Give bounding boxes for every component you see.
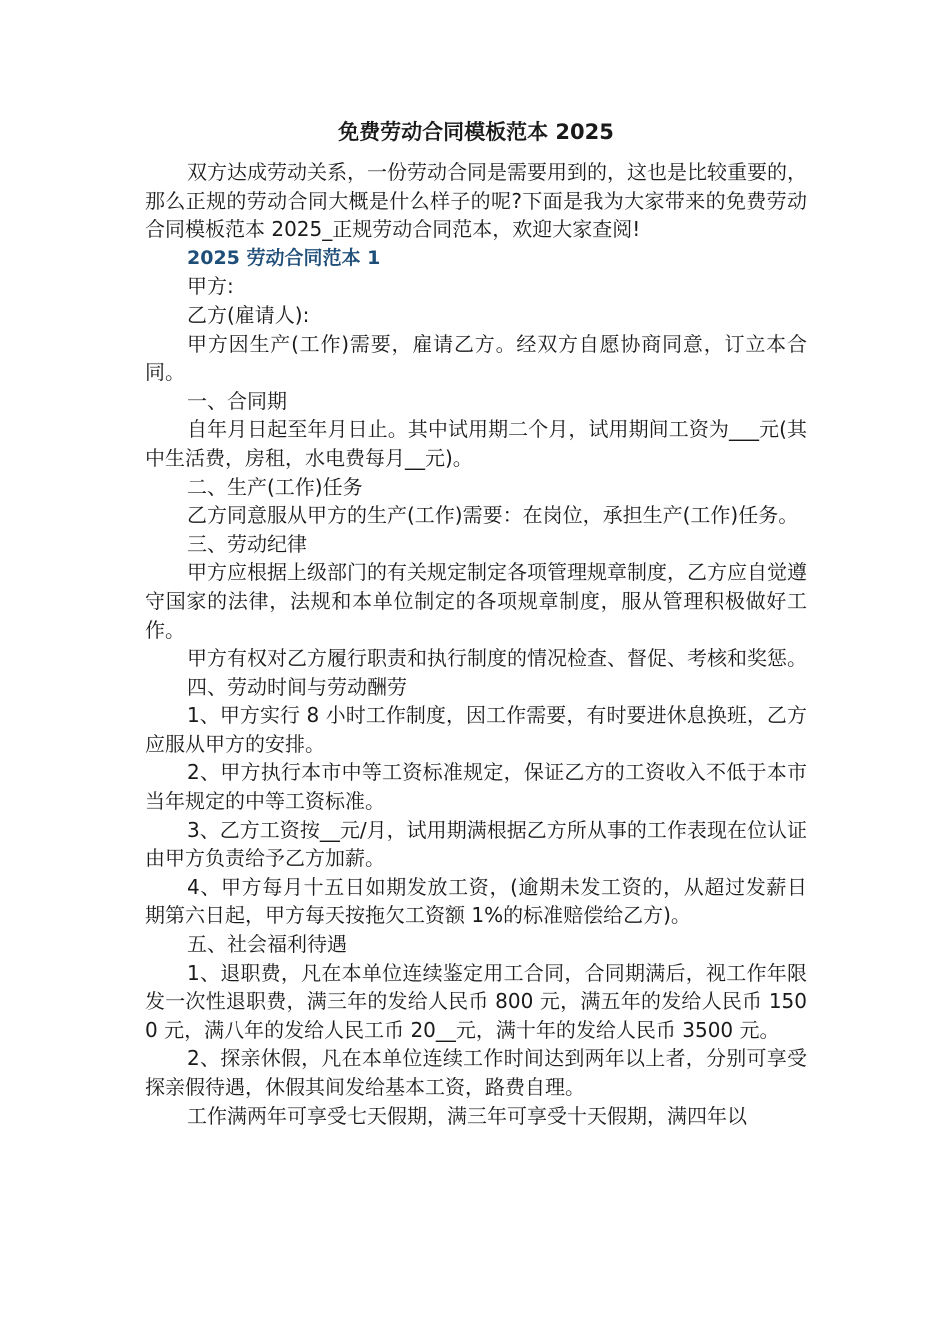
- clause-heading-hours-pay: 四、劳动时间与劳动酬劳: [187, 674, 407, 699]
- clause-heading-term: 一、合同期: [187, 388, 287, 413]
- welfare-item-1: 1、退职费，凡在本单位连续鉴定用工合同，合同期满后，视工作年限发一次性退职费，满三年的发给人民币 800 元，满五年的发给人民币 1500 元，满八年的发给人民工币 20__元，满十年的发给人民币 3500 元。: [145, 960, 807, 1042]
- hours-pay-item-4: 4、甲方每月十五日如期发放工资，(逾期未发工资的，从超过发薪日期第六日起，甲方每天按拖欠工资额 1%的标准赔偿给乙方)。: [145, 874, 807, 928]
- discipline-paragraph-1: 甲方应根据上级部门的有关规定制定各项管理规章制度，乙方应自觉遵守国家的法律，法规和本单位制定的各项规章制度，服从管理积极做好工作。: [145, 560, 807, 642]
- welfare-item-continued: 工作满两年可享受七天假期，满三年可享受十天假期，满四年以: [187, 1103, 747, 1128]
- intro-paragraph: 双方达成劳动关系，一份劳动合同是需要用到的，这也是比较重要的，那么正规的劳动合同大概是什么样子的呢?下面是我为大家带来的免费劳动合同模板范本 2025_正规劳动合同范本，欢迎大家查阅!: [145, 160, 807, 242]
- clause-heading-welfare: 五、社会福利待遇: [187, 932, 347, 957]
- section-heading: 2025 劳动合同范本 1: [187, 246, 381, 269]
- document-title: 免费劳动合同模板范本 2025: [338, 120, 614, 144]
- clause-heading-tasks: 二、生产(工作)任务: [187, 474, 363, 499]
- contract-purpose-paragraph: 甲方因生产(工作)需要，雇请乙方。经双方自愿协商同意，订立本合同。: [145, 331, 807, 385]
- clause-heading-discipline: 三、劳动纪律: [187, 531, 307, 556]
- tasks-paragraph: 乙方同意服从甲方的生产(工作)需要：在岗位，承担生产(工作)任务。: [187, 503, 799, 528]
- hours-pay-item-3: 3、乙方工资按__元/月，试用期满根据乙方所从事的工作表现在位认证由甲方负责给予乙方加薪。: [145, 817, 807, 871]
- welfare-item-2: 2、探亲休假，凡在本单位连续工作时间达到两年以上者，分别可享受探亲假待遇，休假其间发给基本工资，路费自理。: [145, 1046, 807, 1099]
- document-page: [145, 112, 807, 1130]
- party-b-line: 乙方(雇请人):: [187, 302, 310, 327]
- hours-pay-item-1: 1、甲方实行 8 小时工作制度，因工作需要，有时要进休息换班，乙方应服从甲方的安排。: [145, 703, 807, 756]
- discipline-paragraph-2: 甲方有权对乙方履行职责和执行制度的情况检查、督促、考核和奖惩。: [187, 646, 807, 671]
- term-paragraph: 自年月日起至年月日止。其中试用期二个月，试用期间工资为___元(其中生活费，房租，水电费每月__元)。: [145, 417, 807, 470]
- hours-pay-item-2: 2、甲方执行本市中等工资标准规定，保证乙方的工资收入不低于本市当年规定的中等工资标准。: [145, 760, 807, 814]
- party-a-line: 甲方:: [187, 274, 234, 299]
